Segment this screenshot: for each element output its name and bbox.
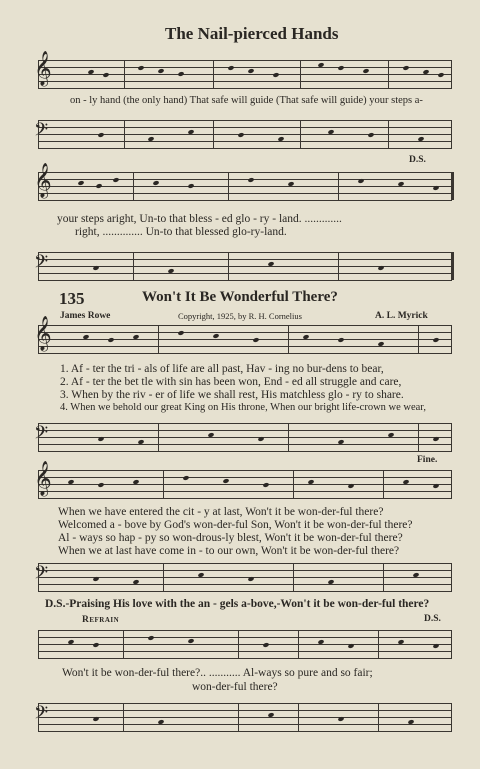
fine-marker: Fine. (417, 455, 438, 465)
staff-bass-2 (34, 252, 452, 280)
staff-bass-1 (34, 120, 452, 148)
chorus-line-2: Welcomed a - bove by God's won-der-ful Son, Won't it be won-der-ful there? (58, 519, 413, 531)
bass-clef-icon: 𝄢 (34, 252, 49, 277)
refrain-lyric-line-2: won-der-ful there? (192, 681, 278, 693)
bass-clef-icon: 𝄢 (34, 120, 49, 145)
treble-clef-icon: 𝄞 (34, 51, 52, 86)
chorus-line-3: Al - ways so hap - py so won-drous-ly blest, Won't it be won-der-ful there? (58, 532, 403, 544)
staff-bass-5 (34, 703, 452, 731)
composer: A. L. Myrick (375, 311, 428, 321)
previous-hymn-lyric-line-2b: right, .............. Un-to that blessed glo-ry-land. (75, 226, 287, 238)
verse-line-1: 1. Af - ter the tri - als of life are all past, Hav - ing no bur-dens to bear, (60, 363, 384, 375)
verse-line-2: 2. Af - ter the bet tle with sin has been won, End - ed all struggle and care, (60, 376, 402, 388)
previous-hymn-lyric-line-1: on - ly hand (the only hand) That safe will guide (That safe will guide) your steps a- (70, 95, 423, 106)
lyricist: James Rowe (60, 311, 111, 321)
staff-treble-2 (34, 163, 452, 200)
hymn-title: Won't It Be Wonderful There? (142, 289, 338, 305)
chorus-line-1: When we have entered the cit - y at last, Won't it be won-der-ful there? (58, 506, 384, 518)
staff-treble-5 (38, 630, 452, 658)
staff-bass-4 (34, 563, 452, 591)
verse-line-3: 3. When by the riv - er of life we shall rest, His matchless glo - ry to share. (60, 389, 404, 401)
verse-line-4: 4. When we behold our great King on His throne, When our bright life-crown we wear, (60, 402, 427, 413)
treble-clef-icon: 𝄞 (34, 316, 52, 351)
bass-clef-icon: 𝄢 (34, 423, 49, 448)
staff-bass-3 (34, 423, 452, 451)
ds-marker-1: D.S. (409, 155, 426, 165)
refrain-lyric-line-1: Won't it be won-der-ful there?.. ........... Al-ways so pure and so fair; (62, 667, 373, 679)
treble-clef-icon: 𝄞 (34, 163, 52, 198)
chorus-line-4: When we at last have come in - to our own, Won't it be won-der-ful there? (58, 545, 400, 557)
ds-lyric-line: D.S.-Praising His love with the an - gels a-bove,-Won't it be won-der-ful there? (45, 598, 430, 610)
bass-clef-icon: 𝄢 (34, 703, 49, 728)
previous-hymn-title: The Nail-pierced Hands (165, 24, 339, 43)
treble-clef-icon: 𝄞 (34, 461, 52, 496)
copyright-notice: Copyright, 1925, by R. H. Cornelius (178, 311, 302, 321)
bass-clef-icon: 𝄢 (34, 563, 49, 588)
ds-marker-2: D.S. (424, 614, 441, 624)
hymn-number: 135 (59, 289, 85, 308)
staff-treble-4 (34, 461, 452, 498)
previous-hymn-lyric-line-2a: your steps aright, Un-to that bless - ed glo - ry - land. ............. (57, 213, 342, 225)
refrain-label: Refrain (82, 615, 120, 625)
staff-treble-1 (34, 51, 452, 88)
